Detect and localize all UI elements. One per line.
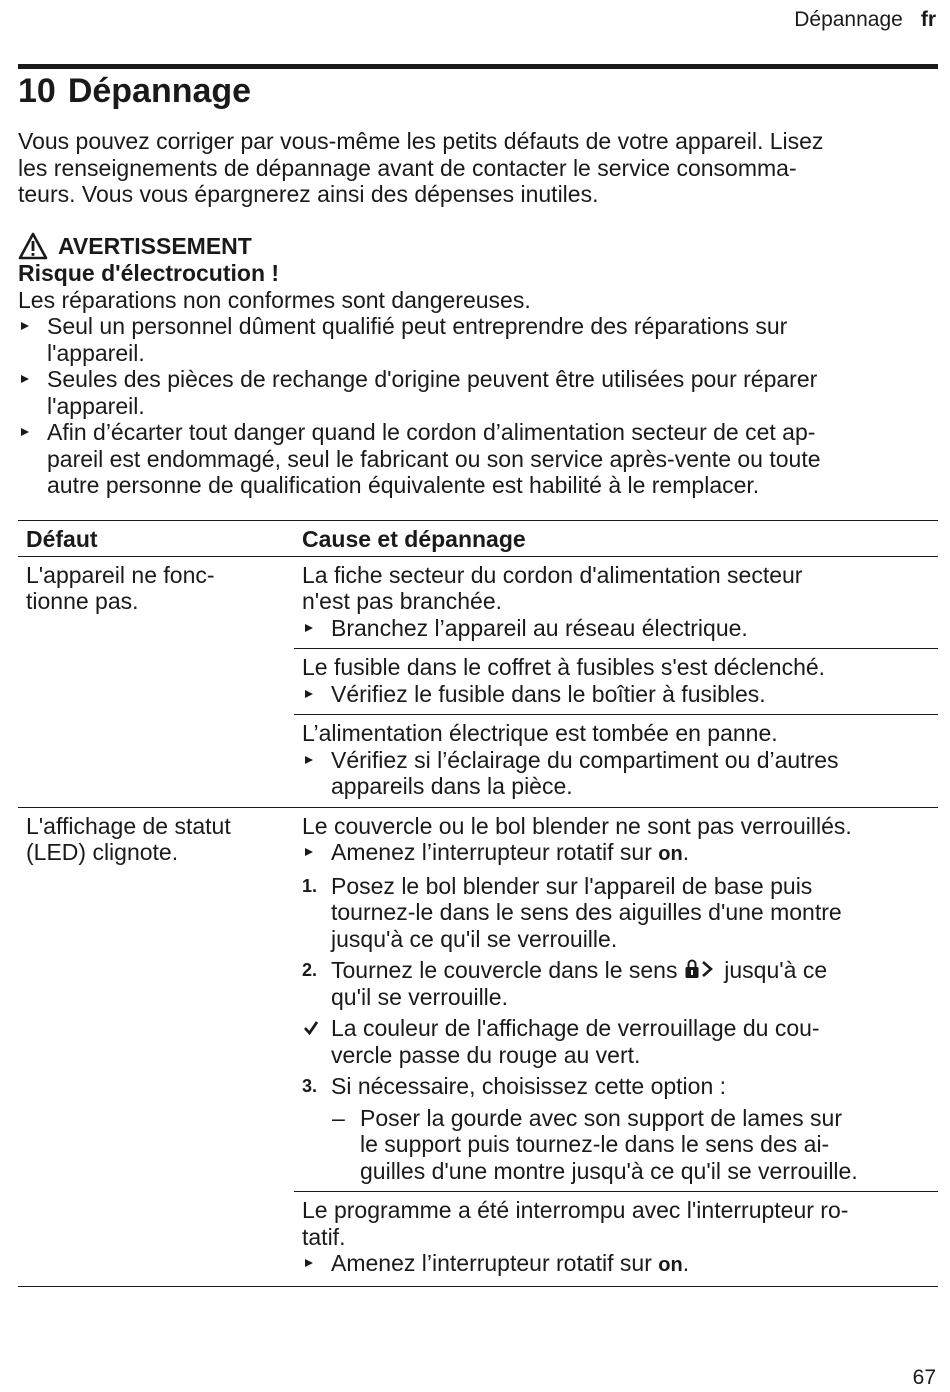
bullet-line: pareil est endommagé, seul le fabricant ou son service après-vente ou toute [47, 445, 821, 472]
result-line: vercle passe du rouge au vert. [331, 1041, 641, 1068]
fault-line: tionne pas. [26, 588, 139, 614]
header-section: Dépannage [794, 8, 903, 31]
cause-cell [294, 807, 938, 1192]
action-text: Amenez l’interrupteur rotatif sur [331, 839, 652, 865]
cause-line: L’alimentation électrique est tombée en panne. [302, 720, 778, 746]
fault-line: (LED) clignote. [26, 839, 179, 865]
bullet-line: Afin d’écarter tout danger quand le cordon d’alimentation secteur de cet ap- [47, 419, 816, 445]
troubleshooting-table [18, 520, 938, 1287]
cause-line: Le fusible dans le coffret à fusibles s'est déclenché. [302, 654, 826, 680]
dash-mark: – [332, 1104, 345, 1131]
cause-line: Le couvercle ou le bol blender ne sont pas verrouillés. [302, 812, 852, 839]
warning-bullet [18, 313, 933, 366]
warning-statement: Les réparations non conformes sont dangereuses. [18, 286, 531, 313]
warning-label: AVERTISSEMENT [58, 232, 252, 259]
cause-cell [294, 649, 938, 715]
fault-cell [18, 556, 294, 807]
cause-cell [294, 1192, 938, 1287]
fault-cell [18, 807, 294, 1286]
intro-line: Vous pouvez corriger par vous-même les petits défauts de votre appareil. Lisez [18, 128, 824, 154]
lock-arrow-icon [684, 958, 718, 980]
step-line: jusqu'à ce qu'il se verrouille. [331, 925, 618, 952]
header-fault: Défaut [18, 521, 294, 557]
warning-bullet [18, 366, 933, 419]
switch-position-on: on [658, 1254, 683, 1276]
cause-line: La fiche secteur du cordon d'alimentation secteur [302, 561, 803, 588]
bullet-line: autre personne de qualification équivalente est habilité à le remplacer. [47, 472, 760, 498]
action-bullet [302, 747, 930, 800]
warning-bullet [18, 419, 933, 499]
header-cause: Cause et dépannage [294, 521, 938, 557]
option-item [302, 1105, 930, 1185]
step-number: 2. [302, 960, 318, 980]
cause-line: Le programme a été interrompu avec l'interrupteur ro- [302, 1197, 849, 1223]
step-line: Tournez le couvercle dans le sens [331, 957, 678, 983]
bullet-line: Seul un personnel dûment qualifié peut entreprendre des réparations sur [47, 313, 788, 339]
bullet-line: l'appareil. [47, 392, 145, 419]
step-number: 3. [302, 1076, 318, 1096]
table-header-row [18, 521, 938, 557]
warning-risk: Risque d'électrocution ! [18, 260, 280, 286]
warning-triangle-icon [18, 232, 48, 260]
option-line: guilles d'une montre jusqu'à ce qu'il se verrouille. [360, 1157, 858, 1184]
check-icon [303, 1017, 319, 1037]
step-1 [302, 873, 930, 953]
action-bullet: Amenez l’interrupteur rotatif sur on. [302, 1250, 930, 1279]
warning-block [18, 232, 933, 499]
table-row [18, 807, 938, 1192]
table-row [18, 556, 938, 649]
action-bullet: Amenez l’interrupteur rotatif sur on. [302, 839, 930, 868]
intro-paragraph [18, 128, 933, 208]
cause-line: n'est pas branchée. [302, 588, 503, 614]
fault-line: L'affichage de statut [26, 812, 231, 839]
result-line: La couleur de l'affichage de verrouillage du cou- [331, 1015, 820, 1041]
chapter-number: 10 [18, 72, 56, 110]
cause-cell [294, 715, 938, 808]
step-line: qu'il se verrouille. [331, 983, 508, 1010]
bullet-line: l'appareil. [47, 339, 145, 366]
step-3 [302, 1073, 930, 1100]
step-number: 1. [302, 875, 318, 896]
action-bullet: Branchez l’appareil au réseau électrique. [302, 615, 930, 642]
warning-heading [18, 232, 933, 260]
option-line: le support puis tournez-le dans le sens des ai- [360, 1131, 830, 1157]
result-item [302, 1015, 930, 1068]
bullet-line: Seules des pièces de rechange d'origine peuvent être utilisées pour réparer [47, 366, 818, 392]
action-bullet: Vérifiez le fusible dans le boîtier à fusibles. [302, 681, 930, 708]
action-line: Vérifiez si l’éclairage du compartiment ou d’autres [331, 746, 839, 773]
step-2 [302, 957, 930, 1010]
page-title [18, 72, 251, 111]
fault-line: L'appareil ne fonc- [26, 561, 215, 588]
step-line: Posez le bol blender sur l'appareil de base puis [331, 872, 813, 899]
cause-cell [294, 556, 938, 649]
intro-line: teurs. Vous vous épargnerez ainsi des dépenses inutiles. [18, 181, 599, 207]
running-header [794, 8, 936, 32]
action-text: Amenez l’interrupteur rotatif sur [331, 1250, 652, 1276]
action-line: appareils dans la pièce. [331, 773, 573, 799]
page-number: 67 [912, 1366, 936, 1389]
switch-position-on: on [658, 843, 683, 865]
option-line: Poser la gourde avec son support de lames sur [360, 1104, 842, 1131]
intro-line: les renseignements de dépannage avant de contacter le service consomma- [18, 154, 797, 181]
header-rule [18, 64, 938, 69]
step-line: tournez-le dans le sens des aiguilles d'une montre [331, 899, 842, 925]
cause-line: tatif. [302, 1223, 346, 1250]
step-line: jusqu'à ce [724, 957, 828, 983]
header-language: fr [920, 8, 936, 31]
step-line: Si nécessaire, choisissez cette option : [331, 1073, 727, 1099]
chapter-title: Dépannage [67, 72, 252, 110]
